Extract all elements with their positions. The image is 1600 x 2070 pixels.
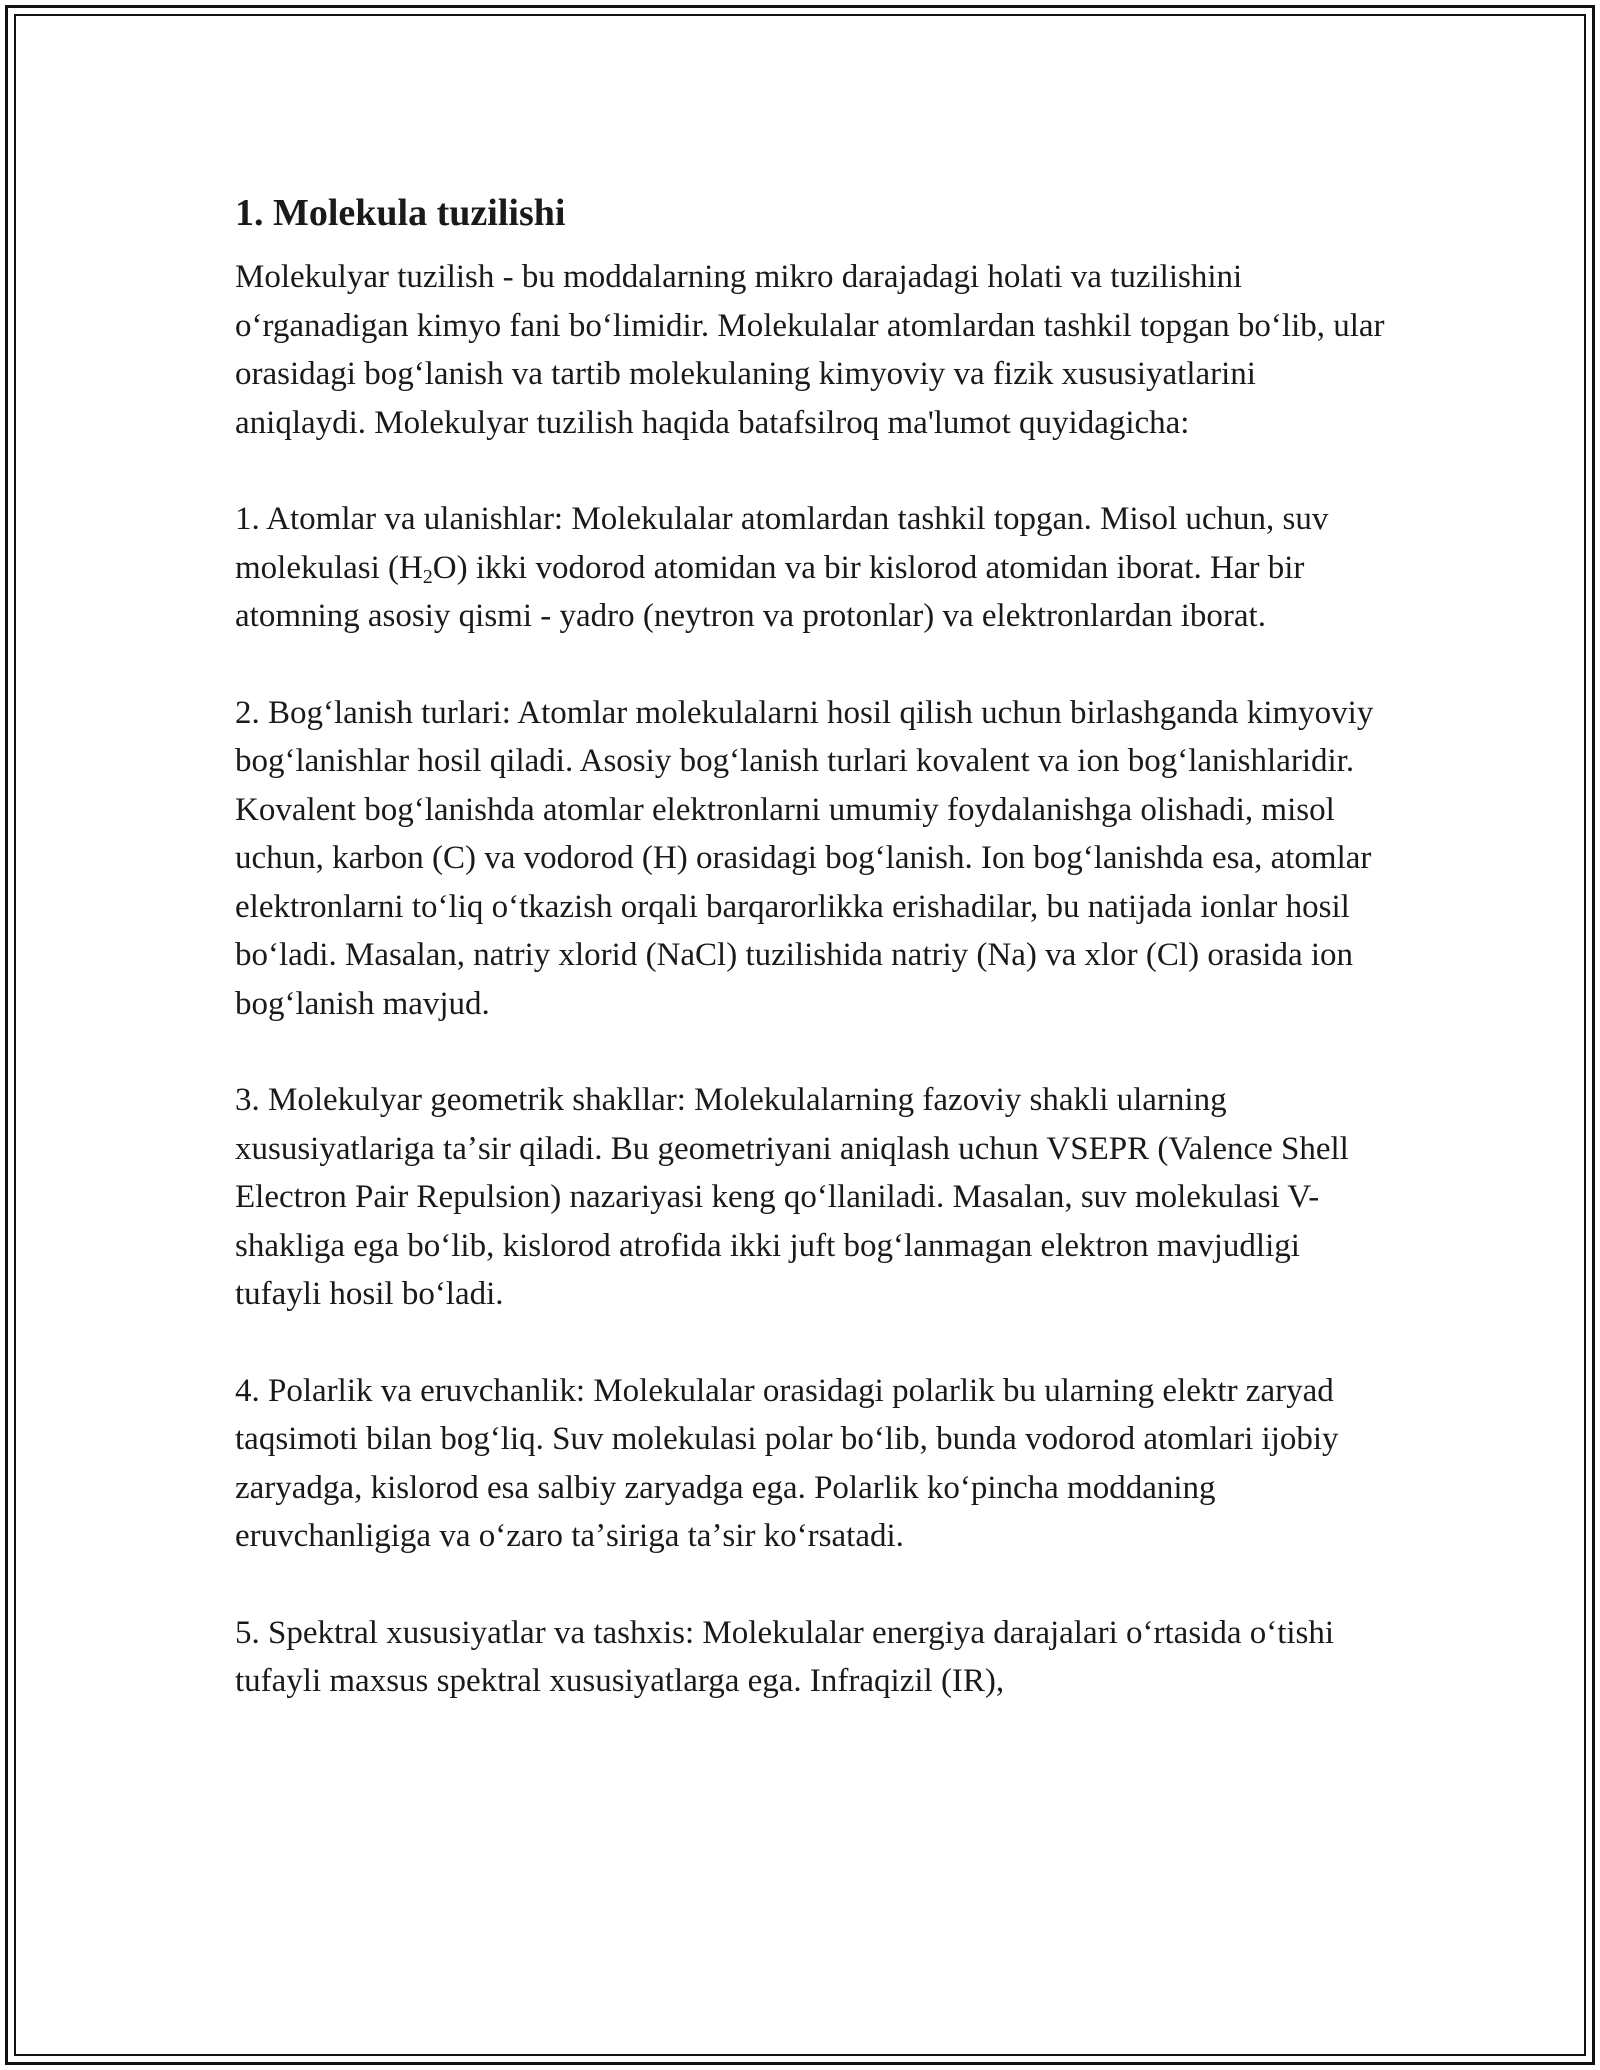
section-1-paragraph bbox=[235, 495, 1385, 641]
section-1-text-before: 1. Atomlar va ulanishlar: Molekulalar atomlardan tashkil topgan. Misol uchun, suv molekulasi (H bbox=[235, 501, 1329, 586]
document-body bbox=[235, 187, 1385, 1706]
section-2-paragraph: 2. Bogʻlanish turlari: Atomlar molekulalarni hosil qilish uchun birlashganda kimyoviy bogʻlanishlar hosil qiladi. Asosiy bogʻlanish turlari kovalent va ion bogʻlanishlaridir. Kovalent bogʻlanishda atomlar elektronlarni umumiy foydalanishga olishadi, misol uchun, karbon (C) va vodorod (H) orasidagi bogʻlanish. Ion bogʻlanishda esa, atomlar elektronlarni toʻliq oʻtkazish orqali barqarorlikka erishadilar, bu natijada ionlar hosil boʻladi. Masalan, natriy xlorid (NaCl) tuzilishida natriy (Na) va xlor (Cl) orasida ion bogʻlanish mavjud. bbox=[235, 694, 1374, 1022]
section-1-text-after: O) ikki vodorod atomidan va bir kislorod atomidan iborat. Har bir atomning asosiy qismi - yadro (neytron va protonlar) va elektronlardan iborat. bbox=[235, 549, 1305, 634]
intro-paragraph: Molekulyar tuzilish - bu moddalarning mikro darajadagi holati va tuzilishini oʻrganadigan kimyo fani boʻlimidir. Molekulalar atomlardan tashkil topgan boʻlib, ular orasidagi bogʻlanish va tartib molekulaning kimyoviy va fizik xususiyatlarini aniqlaydi. Molekulyar tuzilish haqida batafsilroq ma'lumot quyidagicha: bbox=[235, 259, 1385, 441]
section-4-paragraph: 4. Polarlik va eruvchanlik: Molekulalar orasidagi polarlik bu ularning elektr zaryad taqsimoti bilan bogʻliq. Suv molekulasi polar boʻlib, bunda vodorod atomlari ijobiy zaryadga, kislorod esa salbiy zaryadga ega. Polarlik koʻpincha moddaning eruvchanligiga va oʻzaro taʼsiriga taʼsir koʻrsatadi. bbox=[235, 1372, 1339, 1554]
section-5-paragraph: 5. Spektral xususiyatlar va tashxis: Molekulalar energiya darajalari oʻrtasida oʻtishi tufayli maxsus spektral xususiyatlarga ega. Infraqizil (IR), bbox=[235, 1614, 1335, 1699]
document-title: 1. Molekula tuzilishi bbox=[235, 192, 566, 234]
section-3-paragraph: 3. Molekulyar geometrik shakllar: Molekulalarning fazoviy shakli ularning xususiyatlariga taʼsir qiladi. Bu geometriyani aniqlash uchun VSEPR (Valence Shell Electron Pair Repulsion) nazariyasi keng qoʻllaniladi. Masalan, suv molekulasi V-shakliga ega boʻlib, kislorod atrofida ikki juft bogʻlanmagan elektron mavjudligi tufayli hosil boʻladi. bbox=[235, 1082, 1349, 1312]
water-formula-subscript: 2 bbox=[422, 566, 433, 589]
